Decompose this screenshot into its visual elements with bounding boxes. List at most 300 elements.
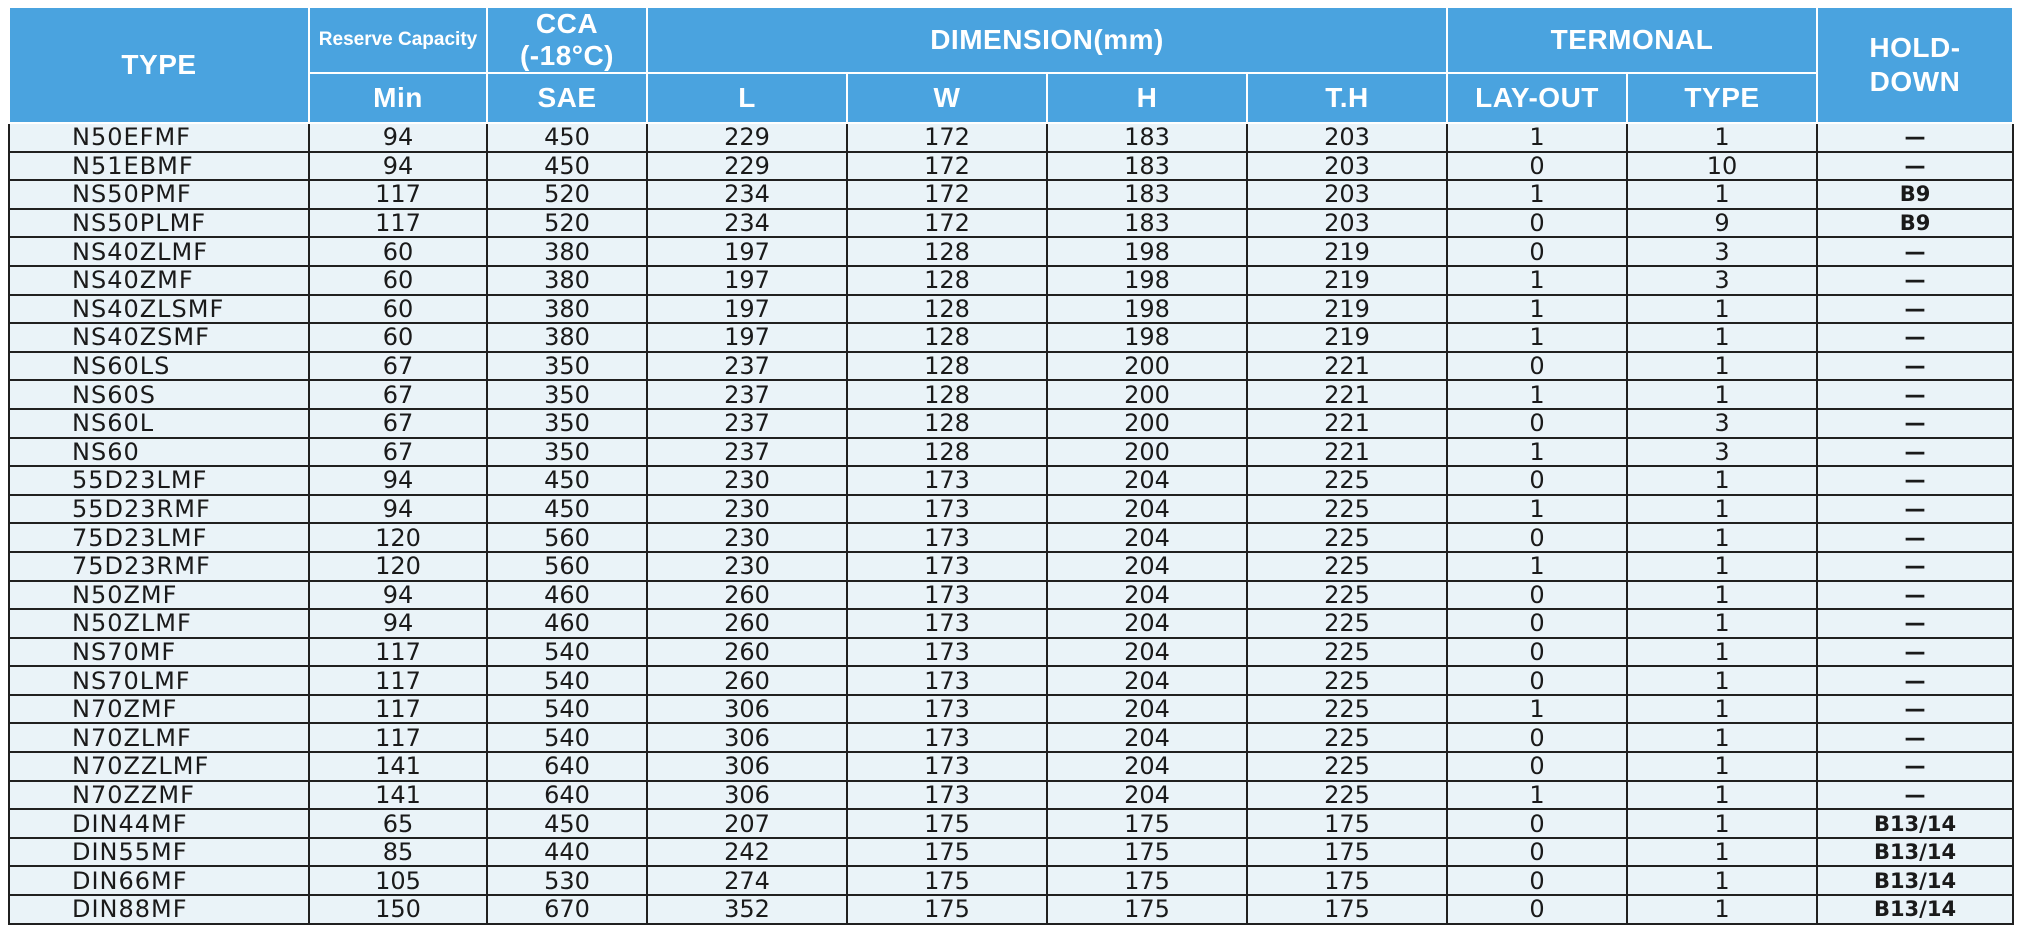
cell-type: N51EBMF <box>9 152 309 181</box>
cell-reserve-capacity: 117 <box>309 666 487 695</box>
header-cca: CCA (-18°C) <box>487 7 647 73</box>
cell-type: NS40ZLMF <box>9 237 309 266</box>
cell-type: NS40ZLSMF <box>9 295 309 324</box>
battery-spec-sheet <box>8 6 2012 925</box>
cell-hold-down: B9 <box>1817 180 2013 209</box>
cell-hold-down: — <box>1817 695 2013 724</box>
cell-total-height: 221 <box>1247 352 1447 381</box>
cell-type: NS50PLMF <box>9 209 309 238</box>
cell-length: 237 <box>647 380 847 409</box>
cell-reserve-capacity: 141 <box>309 781 487 810</box>
table-header <box>9 7 2013 123</box>
cell-total-height: 225 <box>1247 466 1447 495</box>
cell-total-height: 225 <box>1247 695 1447 724</box>
cell-total-height: 225 <box>1247 495 1447 524</box>
cell-hold-down: — <box>1817 466 2013 495</box>
cell-layout: 0 <box>1447 152 1627 181</box>
table-row <box>9 666 2013 695</box>
header-w: W <box>847 73 1047 123</box>
cell-width: 128 <box>847 438 1047 467</box>
cell-hold-down: — <box>1817 409 2013 438</box>
cell-height: 183 <box>1047 123 1247 152</box>
cell-height: 183 <box>1047 209 1247 238</box>
cell-layout: 0 <box>1447 581 1627 610</box>
table-row <box>9 723 2013 752</box>
cell-height: 204 <box>1047 781 1247 810</box>
cell-terminal-type: 1 <box>1627 781 1817 810</box>
cell-height: 204 <box>1047 752 1247 781</box>
cell-height: 204 <box>1047 552 1247 581</box>
cell-length: 197 <box>647 237 847 266</box>
cell-width: 128 <box>847 237 1047 266</box>
cell-hold-down: — <box>1817 123 2013 152</box>
table-row <box>9 466 2013 495</box>
cell-layout: 0 <box>1447 838 1627 867</box>
header-layout: LAY-OUT <box>1447 73 1627 123</box>
cell-width: 173 <box>847 638 1047 667</box>
cell-height: 175 <box>1047 866 1247 895</box>
table-row <box>9 123 2013 152</box>
cell-height: 204 <box>1047 638 1247 667</box>
cell-terminal-type: 9 <box>1627 209 1817 238</box>
cell-cca: 460 <box>487 581 647 610</box>
cell-terminal-type: 1 <box>1627 495 1817 524</box>
table-row <box>9 266 2013 295</box>
cell-total-height: 221 <box>1247 409 1447 438</box>
cell-hold-down: — <box>1817 666 2013 695</box>
cell-reserve-capacity: 141 <box>309 752 487 781</box>
cell-type: NS70MF <box>9 638 309 667</box>
cell-height: 183 <box>1047 180 1247 209</box>
cell-layout: 0 <box>1447 866 1627 895</box>
cell-height: 200 <box>1047 380 1247 409</box>
cell-width: 173 <box>847 609 1047 638</box>
table-row <box>9 380 2013 409</box>
cell-total-height: 219 <box>1247 323 1447 352</box>
cell-terminal-type: 1 <box>1627 638 1817 667</box>
cell-layout: 1 <box>1447 495 1627 524</box>
cell-width: 173 <box>847 466 1047 495</box>
cell-hold-down: — <box>1817 352 2013 381</box>
cell-reserve-capacity: 94 <box>309 581 487 610</box>
cell-terminal-type: 1 <box>1627 380 1817 409</box>
cell-terminal-type: 1 <box>1627 609 1817 638</box>
cell-layout: 1 <box>1447 266 1627 295</box>
cell-length: 230 <box>647 523 847 552</box>
cell-layout: 1 <box>1447 380 1627 409</box>
header-l: L <box>647 73 847 123</box>
header-termonal: TERMONAL <box>1447 7 1817 73</box>
cell-height: 204 <box>1047 666 1247 695</box>
cell-reserve-capacity: 117 <box>309 209 487 238</box>
cell-width: 173 <box>847 495 1047 524</box>
cell-length: 306 <box>647 752 847 781</box>
cell-height: 200 <box>1047 352 1247 381</box>
cell-width: 175 <box>847 809 1047 838</box>
cell-width: 128 <box>847 266 1047 295</box>
cell-width: 175 <box>847 895 1047 924</box>
cell-length: 242 <box>647 838 847 867</box>
cell-length: 306 <box>647 695 847 724</box>
table-row <box>9 581 2013 610</box>
cell-cca: 530 <box>487 866 647 895</box>
cell-type: NS60S <box>9 380 309 409</box>
cell-reserve-capacity: 60 <box>309 295 487 324</box>
cell-cca: 380 <box>487 323 647 352</box>
cell-hold-down: — <box>1817 781 2013 810</box>
table-row <box>9 323 2013 352</box>
table-row <box>9 180 2013 209</box>
cell-width: 173 <box>847 781 1047 810</box>
cell-length: 230 <box>647 495 847 524</box>
cell-length: 229 <box>647 152 847 181</box>
cell-reserve-capacity: 94 <box>309 495 487 524</box>
cell-reserve-capacity: 117 <box>309 695 487 724</box>
cell-width: 172 <box>847 180 1047 209</box>
cell-length: 237 <box>647 409 847 438</box>
cell-cca: 640 <box>487 752 647 781</box>
cell-cca: 540 <box>487 638 647 667</box>
cell-total-height: 203 <box>1247 180 1447 209</box>
cell-reserve-capacity: 67 <box>309 409 487 438</box>
cell-terminal-type: 1 <box>1627 323 1817 352</box>
cell-layout: 0 <box>1447 352 1627 381</box>
table-row <box>9 209 2013 238</box>
cell-total-height: 219 <box>1247 237 1447 266</box>
cell-total-height: 221 <box>1247 438 1447 467</box>
cell-terminal-type: 1 <box>1627 180 1817 209</box>
cell-height: 200 <box>1047 409 1247 438</box>
cell-total-height: 225 <box>1247 523 1447 552</box>
cell-type: DIN44MF <box>9 809 309 838</box>
cell-length: 352 <box>647 895 847 924</box>
header-th: T.H <box>1247 73 1447 123</box>
cell-cca: 450 <box>487 466 647 495</box>
cell-total-height: 175 <box>1247 895 1447 924</box>
header-sae: SAE <box>487 73 647 123</box>
cell-type: N70ZLMF <box>9 723 309 752</box>
cell-cca: 540 <box>487 723 647 752</box>
cell-total-height: 225 <box>1247 752 1447 781</box>
cell-reserve-capacity: 67 <box>309 380 487 409</box>
table-row <box>9 352 2013 381</box>
cell-cca: 380 <box>487 295 647 324</box>
cell-cca: 380 <box>487 266 647 295</box>
table-row <box>9 895 2013 924</box>
cell-reserve-capacity: 150 <box>309 895 487 924</box>
table-row <box>9 523 2013 552</box>
cell-terminal-type: 1 <box>1627 752 1817 781</box>
cell-hold-down: — <box>1817 609 2013 638</box>
cell-layout: 0 <box>1447 237 1627 266</box>
cell-length: 197 <box>647 266 847 295</box>
cell-terminal-type: 3 <box>1627 409 1817 438</box>
cell-cca: 350 <box>487 380 647 409</box>
table-row <box>9 152 2013 181</box>
cell-length: 237 <box>647 438 847 467</box>
cell-height: 204 <box>1047 523 1247 552</box>
cell-layout: 1 <box>1447 180 1627 209</box>
cell-type: DIN55MF <box>9 838 309 867</box>
cell-layout: 0 <box>1447 809 1627 838</box>
cell-terminal-type: 3 <box>1627 266 1817 295</box>
cell-terminal-type: 1 <box>1627 123 1817 152</box>
cell-reserve-capacity: 105 <box>309 866 487 895</box>
cell-length: 260 <box>647 581 847 610</box>
cell-reserve-capacity: 94 <box>309 466 487 495</box>
cell-total-height: 175 <box>1247 838 1447 867</box>
table-row <box>9 781 2013 810</box>
cell-type: N70ZMF <box>9 695 309 724</box>
cell-type: N50ZMF <box>9 581 309 610</box>
cell-type: N70ZZMF <box>9 781 309 810</box>
cell-total-height: 203 <box>1247 152 1447 181</box>
cell-type: DIN88MF <box>9 895 309 924</box>
cell-width: 128 <box>847 380 1047 409</box>
cell-length: 234 <box>647 209 847 238</box>
cell-cca: 450 <box>487 495 647 524</box>
battery-spec-table <box>8 6 2014 925</box>
cell-total-height: 225 <box>1247 666 1447 695</box>
cell-total-height: 175 <box>1247 809 1447 838</box>
cell-total-height: 225 <box>1247 781 1447 810</box>
cell-height: 175 <box>1047 809 1247 838</box>
cell-length: 234 <box>647 180 847 209</box>
table-row <box>9 638 2013 667</box>
cell-width: 128 <box>847 323 1047 352</box>
cell-terminal-type: 1 <box>1627 295 1817 324</box>
cell-cca: 380 <box>487 237 647 266</box>
cell-terminal-type: 1 <box>1627 523 1817 552</box>
cell-layout: 1 <box>1447 552 1627 581</box>
cell-total-height: 225 <box>1247 552 1447 581</box>
cell-layout: 1 <box>1447 781 1627 810</box>
cell-total-height: 203 <box>1247 209 1447 238</box>
cell-terminal-type: 1 <box>1627 352 1817 381</box>
cell-reserve-capacity: 67 <box>309 438 487 467</box>
cell-hold-down: B13/14 <box>1817 866 2013 895</box>
cell-cca: 350 <box>487 438 647 467</box>
cell-terminal-type: 1 <box>1627 466 1817 495</box>
cell-cca: 350 <box>487 409 647 438</box>
cell-height: 200 <box>1047 438 1247 467</box>
cell-reserve-capacity: 94 <box>309 609 487 638</box>
cell-type: N70ZZLMF <box>9 752 309 781</box>
cell-cca: 560 <box>487 523 647 552</box>
cell-cca: 560 <box>487 552 647 581</box>
cell-reserve-capacity: 60 <box>309 266 487 295</box>
cell-reserve-capacity: 120 <box>309 523 487 552</box>
cell-hold-down: — <box>1817 723 2013 752</box>
table-row <box>9 409 2013 438</box>
cell-type: N50EFMF <box>9 123 309 152</box>
cell-length: 230 <box>647 552 847 581</box>
cell-cca: 640 <box>487 781 647 810</box>
table-row <box>9 752 2013 781</box>
table-row <box>9 809 2013 838</box>
cell-terminal-type: 3 <box>1627 438 1817 467</box>
cell-cca: 460 <box>487 609 647 638</box>
cell-hold-down: — <box>1817 152 2013 181</box>
cell-length: 197 <box>647 323 847 352</box>
cell-reserve-capacity: 94 <box>309 123 487 152</box>
cell-type: 55D23LMF <box>9 466 309 495</box>
cell-hold-down: — <box>1817 523 2013 552</box>
cell-width: 172 <box>847 123 1047 152</box>
cell-layout: 0 <box>1447 752 1627 781</box>
cell-terminal-type: 1 <box>1627 838 1817 867</box>
cell-total-height: 225 <box>1247 723 1447 752</box>
cell-reserve-capacity: 65 <box>309 809 487 838</box>
cell-cca: 450 <box>487 809 647 838</box>
cell-reserve-capacity: 94 <box>309 152 487 181</box>
cell-type: NS60LS <box>9 352 309 381</box>
table-body <box>9 123 2013 924</box>
cell-hold-down: — <box>1817 581 2013 610</box>
cell-layout: 0 <box>1447 409 1627 438</box>
cell-terminal-type: 1 <box>1627 552 1817 581</box>
cell-layout: 0 <box>1447 895 1627 924</box>
cell-length: 230 <box>647 466 847 495</box>
cell-layout: 0 <box>1447 466 1627 495</box>
cell-type: NS60 <box>9 438 309 467</box>
cell-type: 55D23RMF <box>9 495 309 524</box>
cell-terminal-type: 1 <box>1627 695 1817 724</box>
cell-length: 306 <box>647 781 847 810</box>
header-hold-down: HOLD- DOWN <box>1817 7 2013 123</box>
cell-height: 204 <box>1047 495 1247 524</box>
cell-reserve-capacity: 117 <box>309 638 487 667</box>
cell-length: 260 <box>647 609 847 638</box>
cell-length: 306 <box>647 723 847 752</box>
cell-length: 274 <box>647 866 847 895</box>
cell-hold-down: — <box>1817 380 2013 409</box>
cell-cca: 450 <box>487 123 647 152</box>
cell-total-height: 219 <box>1247 295 1447 324</box>
cell-length: 260 <box>647 638 847 667</box>
table-row <box>9 838 2013 867</box>
header-dimension: DIMENSION(mm) <box>647 7 1447 73</box>
table-row <box>9 609 2013 638</box>
cell-hold-down: — <box>1817 266 2013 295</box>
cell-height: 198 <box>1047 237 1247 266</box>
cell-total-height: 219 <box>1247 266 1447 295</box>
cell-type: 75D23LMF <box>9 523 309 552</box>
cell-type: NS70LMF <box>9 666 309 695</box>
cell-height: 198 <box>1047 323 1247 352</box>
cell-hold-down: B13/14 <box>1817 838 2013 867</box>
header-min: Min <box>309 73 487 123</box>
cell-width: 172 <box>847 209 1047 238</box>
cell-hold-down: B13/14 <box>1817 895 2013 924</box>
cell-total-height: 225 <box>1247 581 1447 610</box>
cell-hold-down: — <box>1817 323 2013 352</box>
cell-total-height: 203 <box>1247 123 1447 152</box>
cell-hold-down: B9 <box>1817 209 2013 238</box>
cell-length: 260 <box>647 666 847 695</box>
cell-width: 172 <box>847 152 1047 181</box>
cell-length: 229 <box>647 123 847 152</box>
cell-hold-down: — <box>1817 438 2013 467</box>
cell-layout: 1 <box>1447 695 1627 724</box>
table-row <box>9 237 2013 266</box>
cell-type: 75D23RMF <box>9 552 309 581</box>
cell-type: N50ZLMF <box>9 609 309 638</box>
cell-type: NS40ZMF <box>9 266 309 295</box>
table-row <box>9 495 2013 524</box>
cell-reserve-capacity: 120 <box>309 552 487 581</box>
cell-total-height: 225 <box>1247 609 1447 638</box>
table-row <box>9 866 2013 895</box>
cell-cca: 520 <box>487 180 647 209</box>
cell-length: 237 <box>647 352 847 381</box>
cell-reserve-capacity: 117 <box>309 180 487 209</box>
cell-width: 173 <box>847 666 1047 695</box>
cell-cca: 440 <box>487 838 647 867</box>
header-type: TYPE <box>9 7 309 123</box>
table-row <box>9 695 2013 724</box>
cell-hold-down: B13/14 <box>1817 809 2013 838</box>
cell-hold-down: — <box>1817 752 2013 781</box>
cell-width: 128 <box>847 352 1047 381</box>
cell-height: 175 <box>1047 895 1247 924</box>
cell-type: DIN66MF <box>9 866 309 895</box>
cell-width: 175 <box>847 838 1047 867</box>
cell-reserve-capacity: 67 <box>309 352 487 381</box>
cell-cca: 540 <box>487 695 647 724</box>
cell-height: 204 <box>1047 695 1247 724</box>
cell-hold-down: — <box>1817 495 2013 524</box>
cell-layout: 0 <box>1447 523 1627 552</box>
cell-width: 173 <box>847 581 1047 610</box>
table-row <box>9 295 2013 324</box>
header-h: H <box>1047 73 1247 123</box>
cell-height: 204 <box>1047 723 1247 752</box>
cell-terminal-type: 1 <box>1627 809 1817 838</box>
cell-width: 173 <box>847 752 1047 781</box>
cell-hold-down: — <box>1817 638 2013 667</box>
cell-total-height: 175 <box>1247 866 1447 895</box>
cell-total-height: 221 <box>1247 380 1447 409</box>
cell-layout: 0 <box>1447 638 1627 667</box>
cell-cca: 450 <box>487 152 647 181</box>
cell-cca: 670 <box>487 895 647 924</box>
cell-cca: 350 <box>487 352 647 381</box>
cell-terminal-type: 1 <box>1627 666 1817 695</box>
cell-width: 173 <box>847 695 1047 724</box>
cell-height: 183 <box>1047 152 1247 181</box>
header-terminal-type: TYPE <box>1627 73 1817 123</box>
cell-layout: 0 <box>1447 209 1627 238</box>
cell-reserve-capacity: 60 <box>309 323 487 352</box>
cell-width: 128 <box>847 295 1047 324</box>
cell-height: 204 <box>1047 609 1247 638</box>
cell-reserve-capacity: 117 <box>309 723 487 752</box>
cell-width: 128 <box>847 409 1047 438</box>
cell-type: NS50PMF <box>9 180 309 209</box>
cell-hold-down: — <box>1817 237 2013 266</box>
cell-hold-down: — <box>1817 295 2013 324</box>
cell-reserve-capacity: 60 <box>309 237 487 266</box>
cell-terminal-type: 1 <box>1627 895 1817 924</box>
cell-height: 198 <box>1047 266 1247 295</box>
cell-height: 198 <box>1047 295 1247 324</box>
cell-terminal-type: 1 <box>1627 581 1817 610</box>
cell-layout: 1 <box>1447 438 1627 467</box>
cell-length: 197 <box>647 295 847 324</box>
cell-layout: 0 <box>1447 666 1627 695</box>
cell-reserve-capacity: 85 <box>309 838 487 867</box>
